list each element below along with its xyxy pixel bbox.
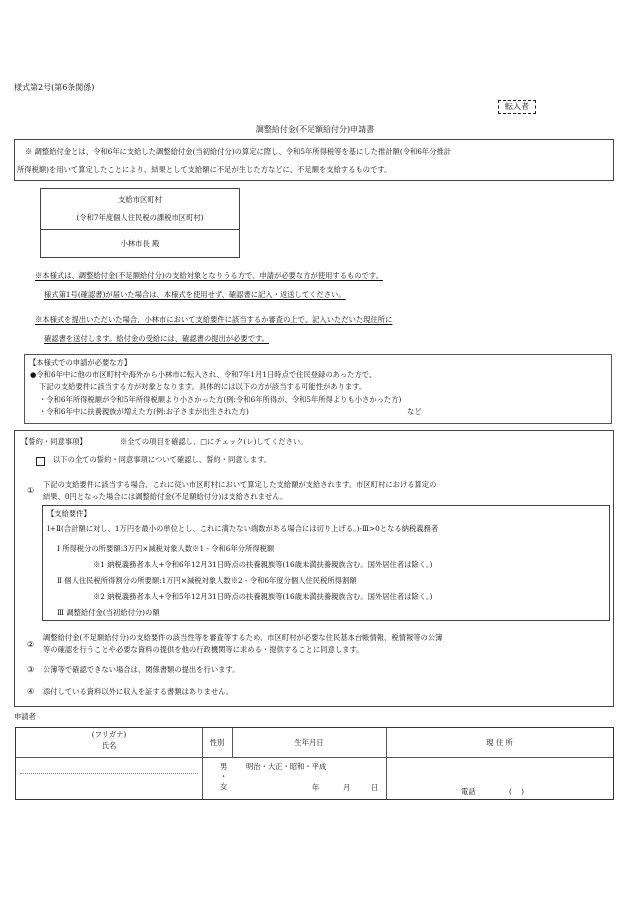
item-4-text: 添付している資料以外に収入を証する書類はありません。	[43, 687, 234, 696]
month-unit: 月	[343, 783, 351, 792]
name-input[interactable]	[20, 776, 198, 796]
required-heading: 【本様式での申請が必要な方】	[29, 358, 132, 367]
furigana-input[interactable]	[20, 760, 198, 772]
phone-label: 電話	[461, 787, 476, 796]
item-1-line-2: 結果、0円となった場合には調整給付金(不足額給付分)は支給されません。	[43, 492, 288, 501]
furigana-label: (フリガナ)	[91, 730, 127, 739]
form-title: 調整給付金(不足額給付分)申請書	[255, 125, 375, 134]
required-line-4-suffix: など	[407, 407, 422, 416]
applicant-table	[15, 727, 614, 800]
address-label: 現 住 所	[486, 738, 513, 747]
notice-box	[14, 139, 614, 181]
address-input[interactable]	[390, 760, 610, 782]
gender-female[interactable]: 女	[220, 782, 228, 791]
required-line-4: ・令和6年中に扶養親族が増えた方(例:お子さまが出生された方)	[39, 407, 249, 416]
notice-line-2: 所得税額)を用いて算定したことにより、結果として支給額に不足が生じた方などに、不足額を支給するものです。	[17, 165, 392, 174]
item-4-number: ④	[27, 687, 35, 696]
requirement-3: Ⅲ 調整給付金(当初給付分)の額	[57, 608, 160, 617]
requirement-1-note: ※1 納税義務者本人+令和6年12月31日時点の扶養親族等(16歳未満扶養親族含む。国外居住者は除く。)	[93, 560, 433, 569]
note-b2: 確認書を送付します。給付金の受給には、確認書の提出が必要です。	[44, 334, 270, 343]
item-2-line-2: 等の確認を行うことや必要な資料の提供を他の行政機関等に求める・提供することに同意します。	[43, 645, 364, 654]
item-1-number: ①	[27, 486, 35, 495]
recipient-mayor: 小林市長 殿	[120, 239, 160, 248]
name-label: 氏名	[101, 741, 117, 750]
form-number: 様式第2号(第6条関係)	[14, 83, 95, 92]
header-row-line	[16, 757, 613, 758]
gender-male[interactable]: 男	[220, 762, 228, 771]
required-line-3: ・令和6年所得税額が令和5年所得税額より小さかった方(例:令和6年所得が、令和5年所得よりも小さかった方)	[39, 395, 402, 404]
consent-checkbox[interactable]	[36, 457, 45, 466]
note-a1: ※本様式は、調整給付金(不足額給付分)の支給対象となりうる方で、申請が必要な方が使用するものです。	[35, 271, 383, 280]
item-2-number: ②	[27, 640, 35, 649]
transfer-badge: 転入者	[498, 100, 536, 114]
recipient-box	[40, 188, 240, 258]
birthdate-label: 生年月日	[294, 738, 324, 747]
pledge-instruction: ※全ての項目を確認し、□にチェック(レ)してください。	[120, 437, 308, 446]
pledge-box	[14, 430, 614, 707]
requirement-2: Ⅱ 個人住民税所得割分の所要額:1万円×減税対象人数※2 - 令和6年度分個人住民税所得割額	[57, 576, 357, 585]
era-options[interactable]: 明治・大正・昭和・平成	[246, 762, 327, 771]
note-a2: 様式第1号(確認書)が届いた場合は、本様式を使用せず、確認書に記入・返送してください。	[44, 290, 346, 299]
year-unit: 年	[312, 783, 320, 792]
requirements-heading: 【支給要件】	[47, 509, 91, 518]
name-cell-divider	[20, 773, 198, 774]
gender-dot: ・	[220, 772, 228, 781]
required-line-2: 下記の支給要件に該当する方が対象となります。具体的には以下の方が該当する可能性があります。	[39, 382, 367, 391]
notice-line-1: ※ 調整給付金とは、令和6年に支給した調整給付金(当初給付分)の算定に際し、令和5年所得税等を基にした推計額(令和6年分推計	[25, 147, 452, 156]
item-3-text: 公簿等で確認できない場合は、関係書類の提出を行います。	[43, 665, 240, 674]
pledge-heading: 【誓約・同意事項】	[21, 437, 87, 446]
consent-label: 以下の全ての誓約・同意事項について確認し、誓約・同意します。	[53, 455, 272, 464]
requirement-2-note: ※2 納税義務者本人+令和5年12月31日時点の扶養親族等(16歳未満扶養親族含む。国外居住者は除く。)	[93, 592, 433, 601]
recipient-divider	[41, 229, 239, 230]
recipient-municipality: 支給市区町村	[118, 195, 162, 204]
phone-input[interactable]: ( )	[509, 787, 524, 796]
requirement-1: Ⅰ 所得税分の所要額:3万円×減税対象人数※1 - 令和6年分所得税額	[57, 544, 275, 553]
requirements-formula: Ⅰ+Ⅱ(合計額に対し、1万円を最小の単位とし、これに満たない端数がある場合には切り上げる。)-Ⅲ>0となる納税義務者	[47, 524, 439, 533]
required-applicants-box	[24, 354, 612, 424]
requirements-box	[42, 505, 610, 621]
item-1-line-1: 下記の支給要件に該当する場合、これに従い市区町村において算定した支給額が支給されます。市区町村における算定の	[43, 480, 437, 489]
note-b1: ※本様式を提出いただいた場合、小林市において支給要件に該当するか審査の上で、記入いただいた現住所に	[35, 315, 393, 324]
item-3-number: ③	[27, 665, 35, 674]
applicant-label: 申請者	[14, 712, 36, 721]
day-unit: 日	[371, 783, 379, 792]
required-line-1: ●令和6年中に他の市区町村や海外から小林市に転入され、令和7年1月1日時点で住民登録のあった方で、	[30, 370, 377, 379]
gender-label: 性別	[209, 738, 225, 747]
item-2-line-1: 調整給付金(不足額給付分)の支給要件の該当性等を審査等するため、市区町村が必要な住民基本台帳情報、税情報等の公簿	[43, 633, 443, 642]
recipient-municipality-note: (令和7年度個人住民税の課税市区町村)	[76, 213, 204, 222]
